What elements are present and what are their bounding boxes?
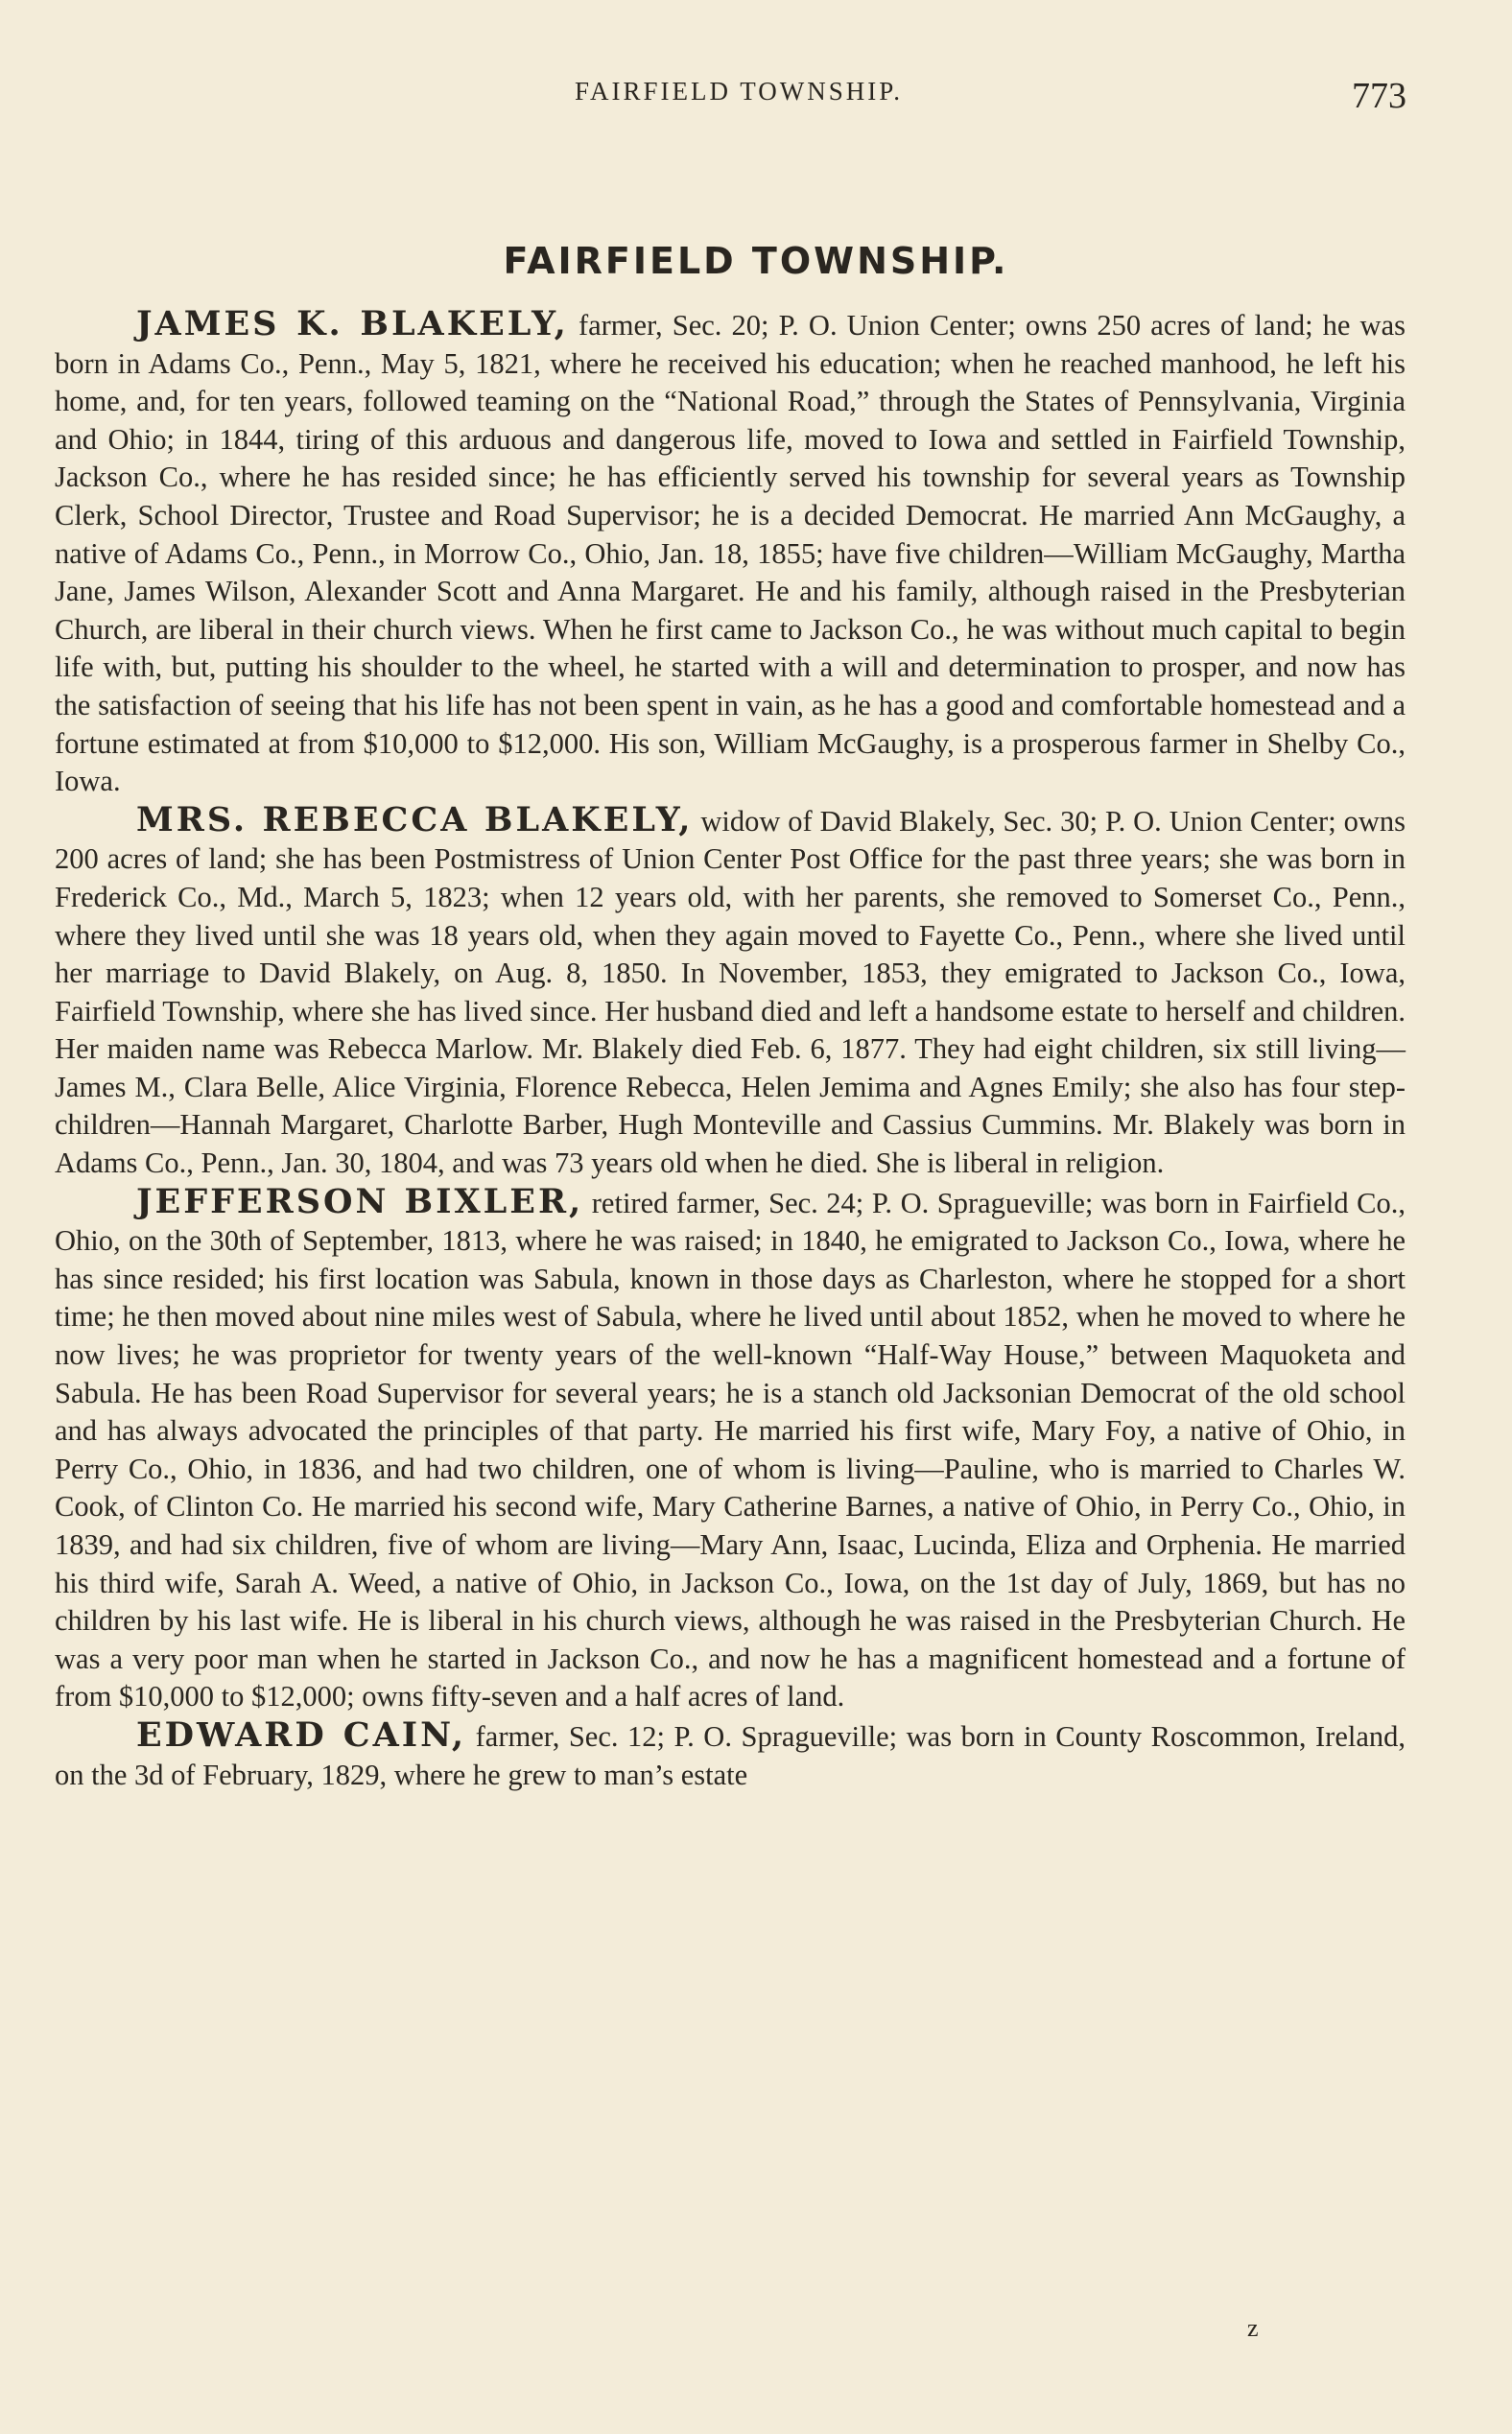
entry-name: JEFFERSON BIXLER, — [136, 1181, 584, 1221]
entry-text: farmer, Sec. 20; P. O. Union Center; owns 250 acres of land; he was born in Adams Co., Penn., May 5, 1821, where he received his education; when he reached manhood, he left his home, and, for ten years, followed teaming on the “National Road,” through the States of Pennsylvania, Virginia and Ohio; in 1844, tiring of this arduous and dangerous life, moved to Iowa and settled in Fairfield Township, Jackson Co., where he has resided since; he has efficiently served his township for several years as Township Clerk, School Director, Trustee and Road Supervisor; he is a decided Democrat. He married Ann McGaughy, a native of Adams Co., Penn., in Morrow Co., Ohio, Jan. 18, 1855; have five children—William McGaughy, Martha Jane, James Wilson, Alexander Scott and Anna Margaret. He and his family, although raised in the Presbyterian Church, are liberal in their church views. When he first came to Jackson Co., he was without much capital to begin life with, but, putting his shoulder to the wheel, he started with a will and determination to prosper, and now has the satisfaction of seeing that his life has not been spent in vain, as he has a good and comfortable homestead and a fortune estimated at from $10,000 to $12,000. His son, William McGaughy, is a prosperous farmer in Shelby Co., Iowa. — [55, 309, 1406, 798]
biography-entry — [55, 305, 1406, 801]
entry-text: retired farmer, Sec. 24; P. O. Spragueville; was born in Fairfield Co., Ohio, on the 30th of September, 1813, where he was raised; in 1840, he emigrated to Jackson Co., Iowa, where he has since resided; his first location was Sabula, known in those days as Charleston, where he stopped for a short time; he then moved about nine miles west of Sabula, where he lived until about 1852, when he moved to where he now lives; he was proprietor for twenty years of the well-known “Half-Way House,” between Maquoketa and Sabula. He has been Road Supervisor for several years; he is a stanch old Jacksonian Democrat of the old school and has always advocated the principles of that party. He married his first wife, Mary Foy, a native of Ohio, in Perry Co., Ohio, in 1836, and had two children, one of whom is living—Pauline, who is married to Charles W. Cook, of Clinton Co. He married his second wife, Mary Catherine Barnes, a native of Ohio, in Perry Co., Ohio, in 1839, and had six children, five of whom are living—Mary Ann, Isaac, Lucinda, Eliza and Orphenia. He married his third wife, Sarah A. Weed, a native of Ohio, in Jackson Co., Iowa, on the 1st day of July, 1869, but has no children by his last wife. He is liberal in his church views, although he was raised in the Presbyterian Church. He was a very poor man when he started in Jackson Co., and now he has a magnificent homestead and a fortune of from $10,000 to $12,000; owns fifty-seven and a half acres of land. — [55, 1186, 1406, 1713]
biography-entry — [55, 1183, 1406, 1716]
entry-text: farmer, Sec. 12; P. O. Spragueville; was born in County Roscommon, Ireland, on the 3d of February, 1829, where he grew to man’s estate — [55, 1719, 1406, 1791]
running-title: FAIRFIELD TOWNSHIP. — [574, 77, 904, 106]
entry-name: JAMES K. BLAKELY, — [136, 304, 569, 343]
body-text — [55, 305, 1406, 1794]
section-heading: FAIRFIELD TOWNSHIP. — [503, 240, 1009, 282]
page-number: 773 — [1352, 76, 1406, 116]
entry-text: widow of David Blakely, Sec. 30; P. O. Union Center; owns 200 acres of land; she has been Postmistress of Union Center Post Office for the past three years; she was born in Frederick Co., Md., March 5, 1823; when 12 years old, with her parents, she removed to Somerset Co., Penn., where they lived until she was 18 years old, when they again moved to Fayette Co., Penn., where she lived until her marriage to David Blakely, on Aug. 8, 1850. In November, 1853, they emigrated to Jackson Co., Iowa, Fairfield Township, where she has lived since. Her husband died and left a handsome estate to herself and children. Her maiden name was Rebecca Marlow. Mr. Blakely died Feb. 6, 1877. They had eight children, six still living—James M., Clara Belle, Alice Virginia, Florence Rebecca, Helen Jemima and Agnes Emily; she also has four step-children—Hannah Margaret, Charlotte Barber, Hugh Monteville and Cassius Cummins. Mr. Blakely was born in Adams Co., Penn., Jan. 30, 1804, and was 73 years old when he died. She is liberal in religion. — [55, 804, 1406, 1180]
running-head — [0, 75, 1512, 116]
signature-mark: z — [1247, 2314, 1259, 2342]
biography-entry — [55, 801, 1406, 1183]
entry-name: EDWARD CAIN, — [136, 1714, 467, 1755]
biography-entry — [55, 1716, 1406, 1794]
entry-name: MRS. REBECCA BLAKELY, — [136, 799, 694, 839]
